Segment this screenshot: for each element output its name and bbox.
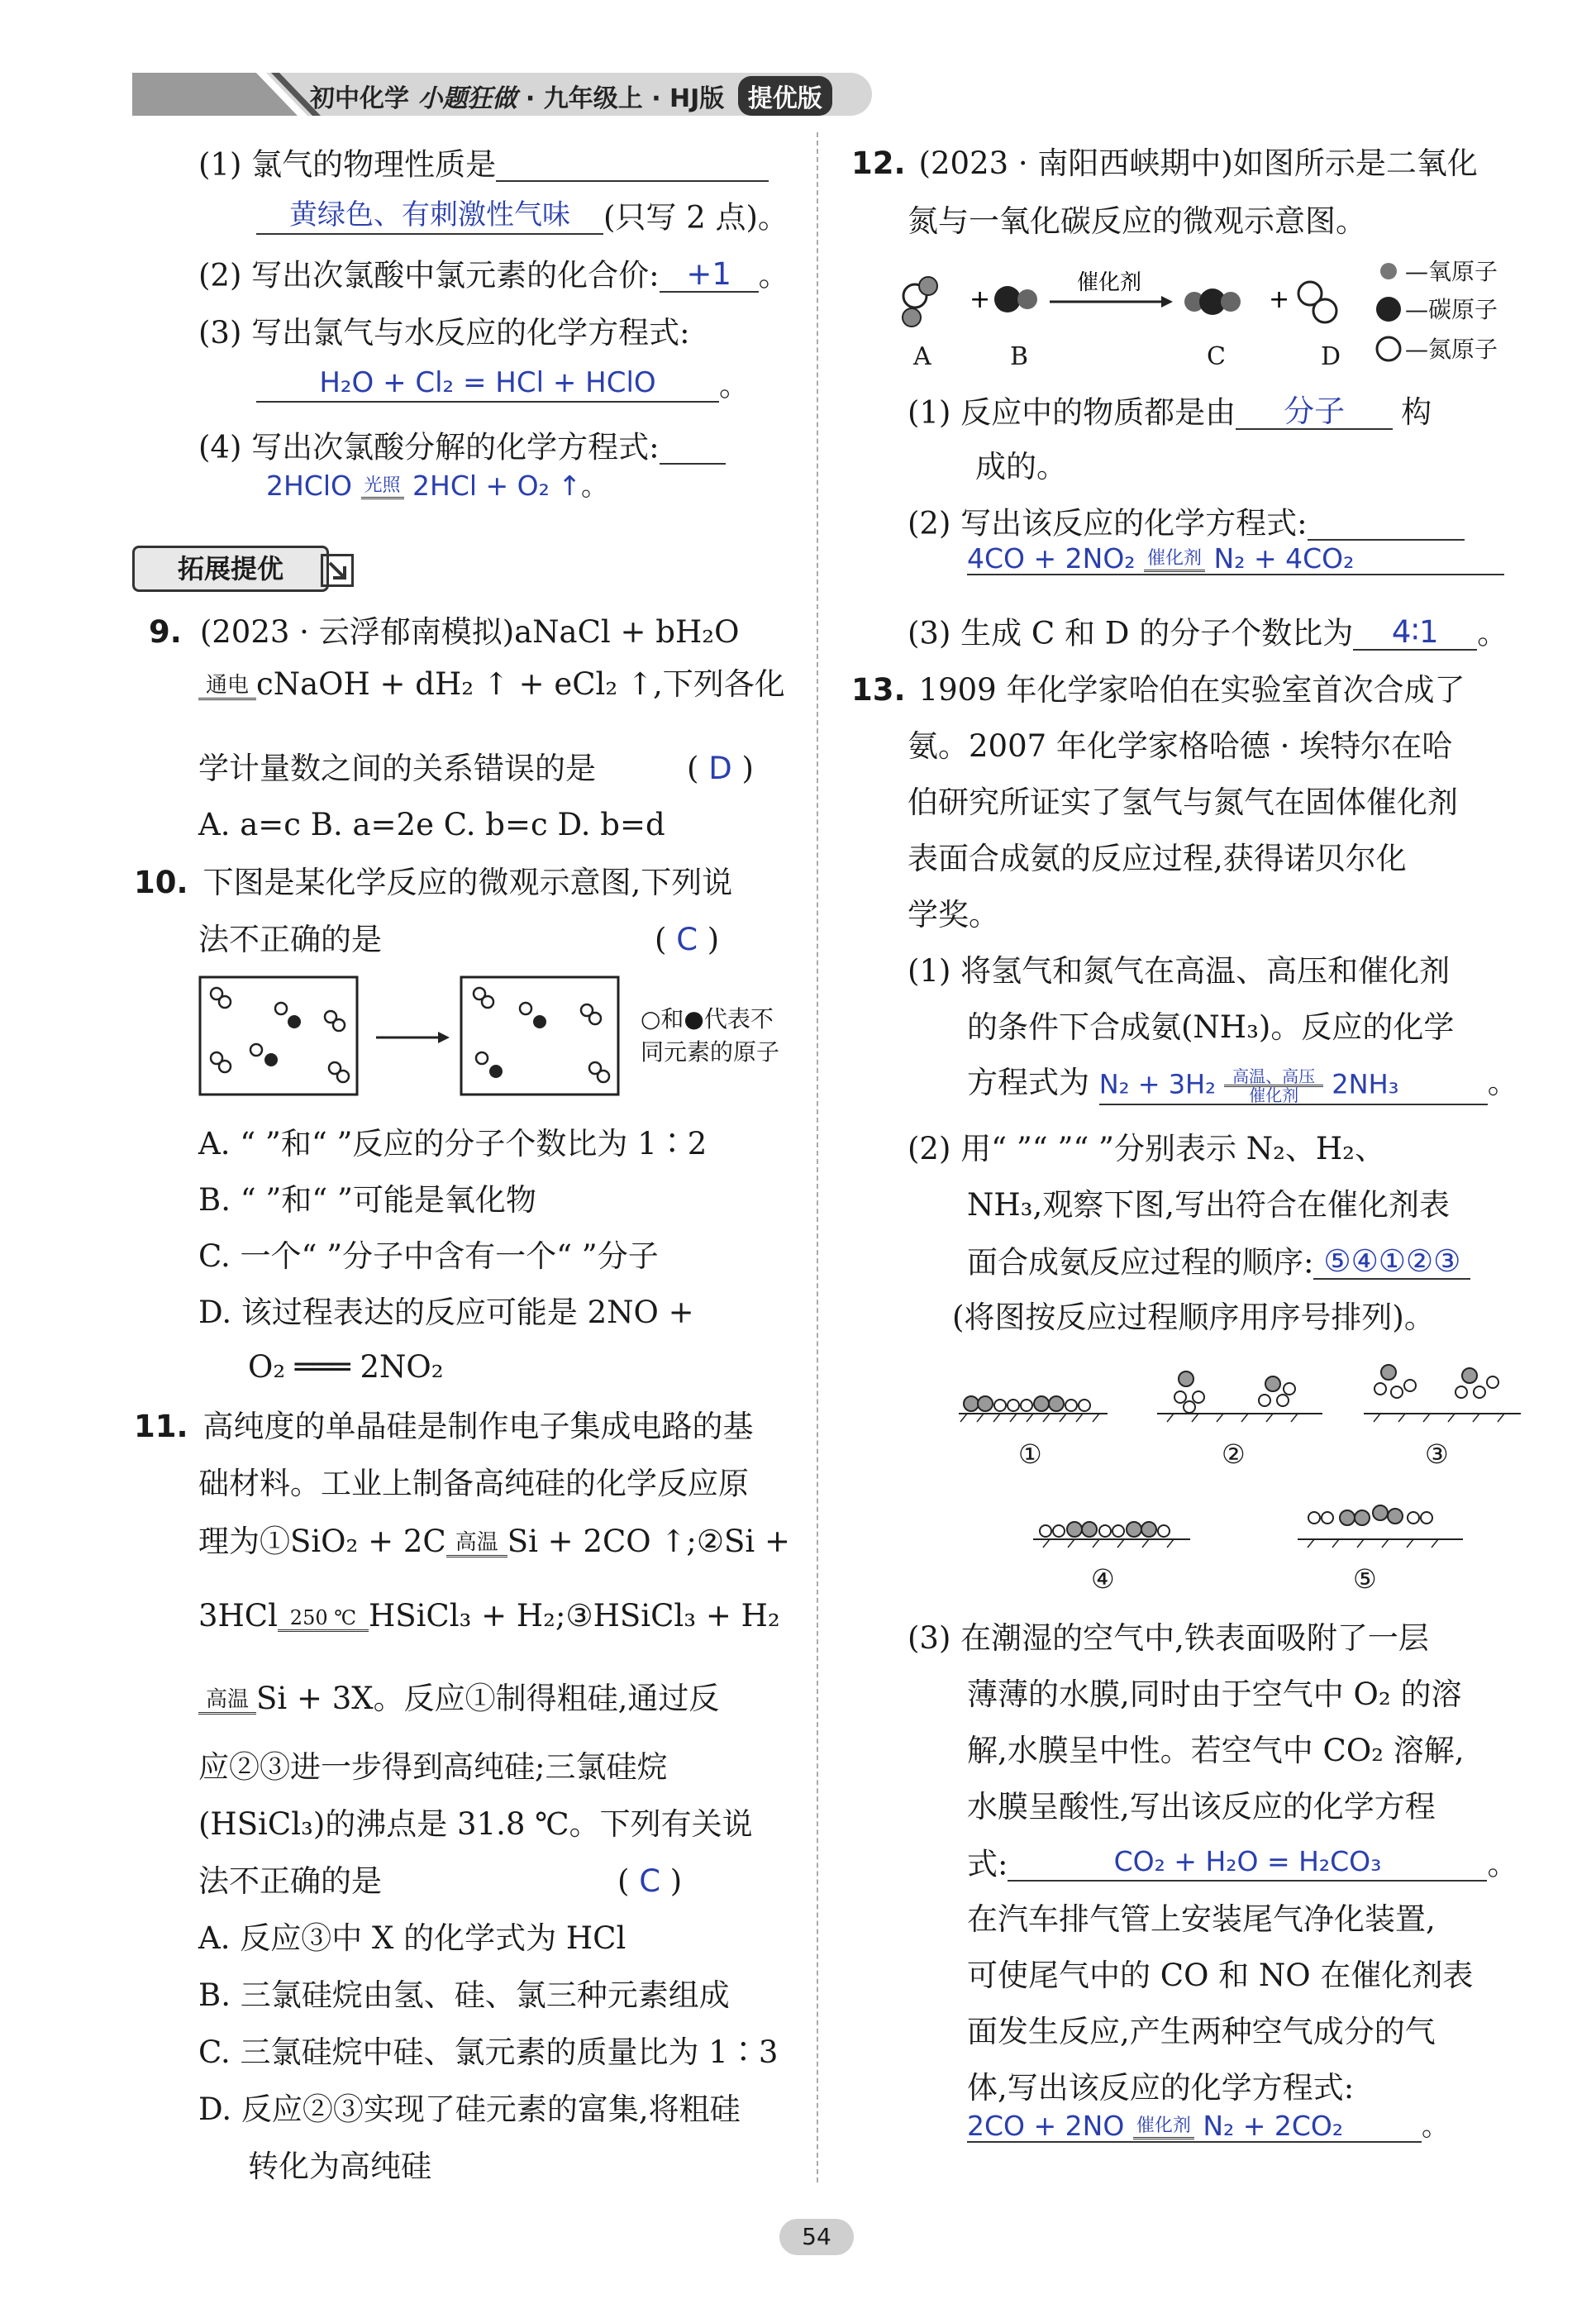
q12-part2-answer: 4CO + 2NO₂ 催化剂 N₂ + 4CO₂	[967, 544, 1504, 575]
q11-line2: 础材料。工业上制备高纯硅的化学反应原	[198, 1466, 749, 1501]
q13-part2-line2: NH₃,观察下图,写出符合在催化剂表	[967, 1187, 1450, 1223]
q13-fig-label-4: ④	[1091, 1563, 1115, 1595]
q13-part3-line1: (3) 在潮湿的空气中,铁表面吸附了一层	[908, 1620, 1429, 1656]
q13-fig-label-5: ⑤	[1353, 1563, 1377, 1595]
q13-part1-line1: (1) 将氢气和氮气在高温、高压和催化剂	[908, 953, 1451, 989]
q11-line7: (HSiCl₃)的沸点是 31.8 ℃。下列有关说	[198, 1806, 753, 1842]
q11-line1: 11. 高纯度的单晶硅是制作电子集成电路的基	[134, 1409, 754, 1444]
q13-line2: 氨。2007 年化学家格哈德 · 埃特尔在哈	[908, 728, 1453, 764]
q12-part3: (3) 生成 C 和 D 的分子个数比为 4∶1 。	[908, 614, 1508, 651]
q9-options: A. a=c B. a=2e C. b=c D. b=d	[198, 807, 665, 842]
q13-part2-line4: (将图按反应过程顺序用序号排列)。	[952, 1300, 1435, 1335]
section-arrow-icon	[321, 554, 354, 587]
q11-option-d-line2: 转化为高纯硅	[248, 2149, 431, 2184]
q11-option-a: A. 反应③中 X 的化学式为 HCl	[198, 1920, 626, 1956]
q10-line1: 10. 下图是某化学反应的微观示意图,下列说	[134, 865, 733, 900]
q12-part1-cont: 成的。	[975, 449, 1067, 484]
q8-part4-answer: 2HClO 光照 2HCl + O₂ ↑。	[266, 470, 609, 502]
q13-part3-line6: 在汽车排气管上安装尾气净化装置,	[967, 1901, 1436, 1937]
q12-legend-nitrogen: —氮原子	[1405, 336, 1498, 363]
q11-line6: 应②③进一步得到高纯硅;三氯硅烷	[198, 1749, 668, 1785]
q8-part1: (1) 氯气的物理性质是	[198, 147, 769, 182]
q10-answer: C	[676, 922, 698, 957]
q13-part3-answer-1: CO₂ + H₂O = H₂CO₃	[1008, 1847, 1487, 1882]
q13-part3-answer-2: 2CO + 2NO 催化剂 N₂ + 2CO₂ 。	[967, 2110, 1449, 2142]
q13-part3-line4: 水膜呈酸性,写出该反应的化学方程	[967, 1789, 1436, 1824]
q10-diagram	[198, 975, 661, 1099]
q13-part2-answer: ⑤④①②③	[1313, 1245, 1470, 1280]
q10-option-a: A. “ ”和“ ”反应的分子个数比为 1∶2	[198, 1126, 707, 1161]
q8-part2: (2) 写出次氯酸中氯元素的化合价: +1 。	[198, 256, 789, 293]
q13-line3: 伯研究所证实了氢气与氮气在固体催化剂	[908, 785, 1458, 820]
q8-part3: (3) 写出氯气与水反应的化学方程式:	[198, 315, 690, 351]
catalyst-label: 催化剂	[1077, 270, 1142, 295]
q12-part1-answer: 分子	[1236, 395, 1393, 430]
column-divider	[817, 132, 818, 2182]
q8-part1-answer-line: 黄绿色、有刺激性气味 (只写 2 点)。	[256, 200, 788, 235]
q13-part2-line1: (2) 用“ ”“ ”“ ”分别表示 N₂、H₂、	[908, 1131, 1386, 1166]
header-badge: 提优版	[738, 76, 832, 116]
q8-part4: (4) 写出次氯酸分解的化学方程式:	[198, 430, 726, 465]
section-title: 拓展提优	[132, 546, 329, 592]
q12-part1: (1) 反应中的物质都是由 分子 构	[908, 394, 1432, 431]
q13-part3-line9: 体,写出该反应的化学方程式:	[967, 2070, 1355, 2106]
q12-legend-oxygen: —氧原子	[1405, 258, 1498, 285]
q13-fig-label-1: ①	[1018, 1438, 1042, 1470]
q12-reaction-diagram	[889, 256, 1492, 364]
q13-part3-line8: 面发生反应,产生两种空气成分的气	[967, 2014, 1436, 2049]
q13-part1-line2: 的条件下合成氨(NH₃)。反应的化学	[967, 1009, 1455, 1045]
page-header	[132, 68, 872, 119]
q12-label-d: D	[1321, 342, 1341, 371]
q10-option-c: C. 一个“ ”分子中含有一个“ ”分子	[198, 1238, 659, 1274]
svg-text:+: +	[970, 285, 991, 314]
q13-part3-line5: 式: CO₂ + H₂O = H₂CO₃ 。	[967, 1845, 1518, 1882]
q12-label-c: C	[1207, 342, 1226, 371]
q11-line5: 高温 Si + 3X。反应①制得粗硅,通过反	[198, 1682, 719, 1716]
header-stripes	[132, 68, 298, 119]
q13-fig-label-2: ②	[1222, 1438, 1246, 1470]
q11-line8: 法不正确的是 ( C )	[198, 1863, 683, 1899]
q13-surface-figures	[950, 1364, 1595, 1604]
q8-part3-answer: H₂O + Cl₂ = HCl + HClO	[256, 368, 719, 403]
q13-line5: 学奖。	[908, 897, 999, 932]
q13-part3-line2: 薄薄的水膜,同时由于空气中 O₂ 的溶	[967, 1677, 1462, 1712]
q9-line2: 通电 cNaOH + dH₂ ↑ + eCl₂ ↑,下列各化	[198, 668, 785, 702]
q9-line1: 9. (2023 · 云浮郁南模拟)aNaCl + bH₂O	[149, 614, 740, 650]
q13-part3-line3: 解,水膜呈中性。若空气中 CO₂ 溶解,	[967, 1733, 1465, 1768]
q10-legend-line2: 同元素的原子	[641, 1038, 780, 1066]
header-text: 初中化学 小题狂做 · 九年级上 · HJ版 提优版	[310, 76, 832, 116]
q10-option-d-line1: D. 该过程表达的反应可能是 2NO +	[198, 1295, 694, 1330]
q10-option-b: B. “ ”和“ ”可能是氧化物	[198, 1182, 536, 1218]
q11-option-c: C. 三氯硅烷中硅、氯元素的质量比为 1∶3	[198, 2034, 779, 2070]
q12-part2: (2) 写出该反应的化学方程式:	[908, 506, 1465, 541]
q11-option-d-line1: D. 反应②③实现了硅元素的富集,将粗硅	[198, 2092, 741, 2127]
svg-text:+: +	[1269, 285, 1290, 314]
q13-line1: 13. 1909 年化学家哈伯在实验室首次合成了	[851, 672, 1465, 708]
q10-legend-line1: ○和●代表不	[641, 1005, 774, 1033]
q12-line1: 12. (2023 · 南阳西峡期中)如图所示是二氧化	[851, 145, 1478, 181]
q13-line4: 表面合成氨的反应过程,获得诺贝尔化	[908, 841, 1407, 876]
q13-part3-line7: 可使尾气中的 CO 和 NO 在催化剂表	[967, 1958, 1474, 1993]
q10-option-d-line2: O₂ ═══ 2NO₂	[248, 1349, 444, 1385]
q9-answer: D	[708, 751, 732, 786]
q10-line2: 法不正确的是 ( C )	[198, 922, 720, 957]
q13-part1-answer: N₂ + 3H₂ 高温、高压 催化剂 2NH₃	[1099, 1068, 1488, 1105]
q8-part2-answer: +1	[660, 258, 759, 293]
q8-part3-answer-line: H₂O + Cl₂ = HCl + HClO 。	[256, 368, 750, 403]
q12-label-b: B	[1010, 342, 1029, 371]
q12-part3-answer: 4∶1	[1353, 616, 1477, 651]
page-number: 54	[779, 2219, 854, 2255]
q11-option-b: B. 三氯硅烷由氢、硅、氯三种元素组成	[198, 1977, 730, 2013]
q13-part2-line3: 面合成氨反应过程的顺序: ⑤④①②③	[967, 1245, 1470, 1280]
q8-part1-answer: 黄绿色、有刺激性气味	[256, 200, 603, 235]
q12-line2: 氮与一氧化碳反应的微观示意图。	[908, 203, 1366, 239]
q12-legend-carbon: —碳原子	[1405, 296, 1498, 323]
q13-part1-line3: 方程式为 N₂ + 3H₂ 高温、高压 催化剂 2NH₃ 。	[967, 1065, 1518, 1105]
q9-line3: 学计量数之间的关系错误的是 ( D )	[198, 751, 754, 786]
q11-answer: C	[639, 1863, 661, 1899]
q12-label-a: A	[913, 342, 931, 371]
q11-line3: 理为①SiO₂ + 2C 高温 Si + 2CO ↑;②Si +	[198, 1524, 790, 1559]
q13-fig-label-3: ③	[1425, 1438, 1449, 1470]
q11-line4: 3HCl 250 ℃ HSiCl₃ + H₂;③HSiCl₃ + H₂	[198, 1598, 780, 1634]
